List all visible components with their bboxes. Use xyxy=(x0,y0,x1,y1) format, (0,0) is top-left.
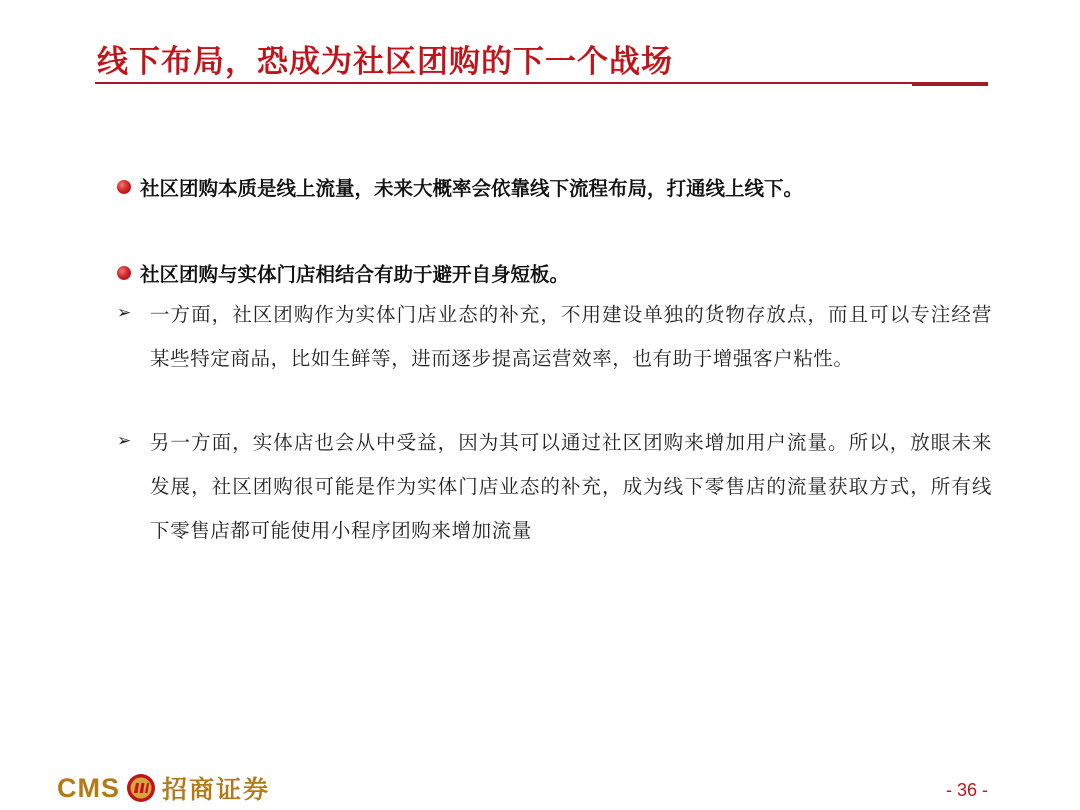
sub-item-text: 另一方面，实体店也会从中受益，因为其可以通过社区团购来增加用户流量。所以，放眼未来发展，社区团购很可能是作为实体门店业态的补充，成为线下零售店的流量获取方式，所有线下零售店都可能使用小程序团购来增加流量 xyxy=(150,431,992,542)
company-logo xyxy=(57,770,270,806)
arrow-bullet-icon: ➢ xyxy=(117,303,132,323)
logo-text-cn: 招商证券 xyxy=(162,775,271,804)
title-divider-accent xyxy=(912,82,988,86)
bullet-item xyxy=(117,173,803,201)
bullet-dot-icon xyxy=(117,266,131,280)
sub-item xyxy=(117,421,997,553)
logo-text-en: CMS xyxy=(57,772,120,803)
sub-item-text: 一方面，社区团购作为实体门店业态的补充，不用建设单独的货物存放点，而且可以专注经营某些特定商品，比如生鲜等，进而逐步提高运营效率，也有助于增强客户粘性。 xyxy=(150,303,992,370)
sub-item xyxy=(117,293,997,425)
bullet-item xyxy=(117,259,569,287)
arrow-bullet-icon: ➢ xyxy=(117,431,132,451)
page-title: 线下布局，恐成为社区团购的下一个战场 xyxy=(97,44,673,80)
title-divider xyxy=(95,82,988,84)
cms-emblem-icon xyxy=(126,773,156,803)
bullet-dot-icon xyxy=(117,180,131,194)
page-number: - 36 - xyxy=(945,780,988,800)
bullet-text: 社区团购本质是线上流量，未来大概率会依靠线下流程布局，打通线上线下。 xyxy=(140,177,804,200)
bullet-text: 社区团购与实体门店相结合有助于避开自身短板。 xyxy=(140,263,570,286)
